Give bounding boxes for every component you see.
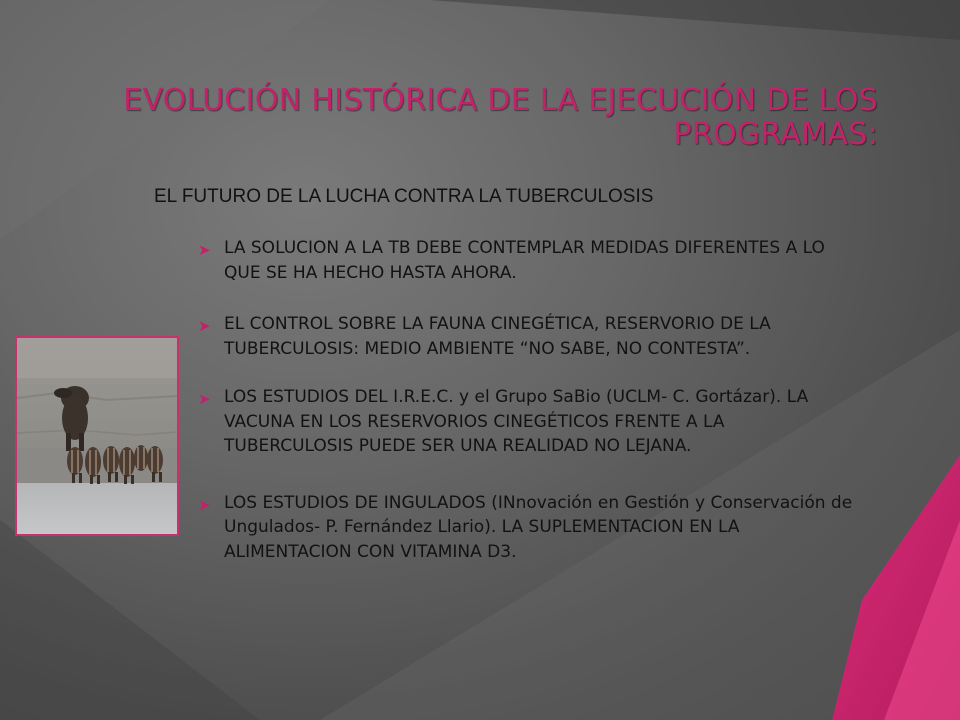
bullet-text: LOS ESTUDIOS DE INGULADOS (INnovación en Gestión y Conservación de Ungulados- P. Fernández Llario). LA SUPLEMENTACION EN LA ALIMENTACION CON VITAMINA D3. [224,492,853,562]
bullet-text: LOS ESTUDIOS DEL I.R.E.C. y el Grupo SaBio (UCLM- C. Gortázar). LA VACUNA EN LOS RESERVORIOS CINEGÉTICOS FRENTE A LA TUBERCULOSIS PUEDE SER UNA REALIDAD NO LEJANA. [224,387,809,456]
bullet-item [198,236,858,285]
bullet-item [198,312,858,361]
wild-boar-photo [15,336,179,536]
slide-subtitle: EL FUTURO DE LA LUCHA CONTRA LA TUBERCULOSIS [154,186,654,207]
bullet-text: LA SOLUCION A LA TB DEBE CONTEMPLAR MEDIDAS DIFERENTES A LO QUE SE HA HECHO HASTA AHORA. [224,238,825,283]
arrow-right-icon: ➤ [198,317,211,335]
arrow-right-icon: ➤ [198,241,211,259]
bullet-text: EL CONTROL SOBRE LA FAUNA CINEGÉTICA, RESERVORIO DE LA TUBERCULOSIS: MEDIO AMBIENTE “NO SABE, NO CONTESTA”. [224,314,771,359]
bullet-item [198,385,858,459]
arrow-right-icon: ➤ [198,495,211,514]
bullet-item [198,491,858,565]
bullet-list [198,236,858,564]
wild-boar-photo-image [17,338,177,534]
arrow-right-icon: ➤ [198,390,211,408]
slide-title: EVOLUCIÓN HISTÓRICA DE LA EJECUCIÓN DE LOS PROGRAMAS: [123,83,878,152]
